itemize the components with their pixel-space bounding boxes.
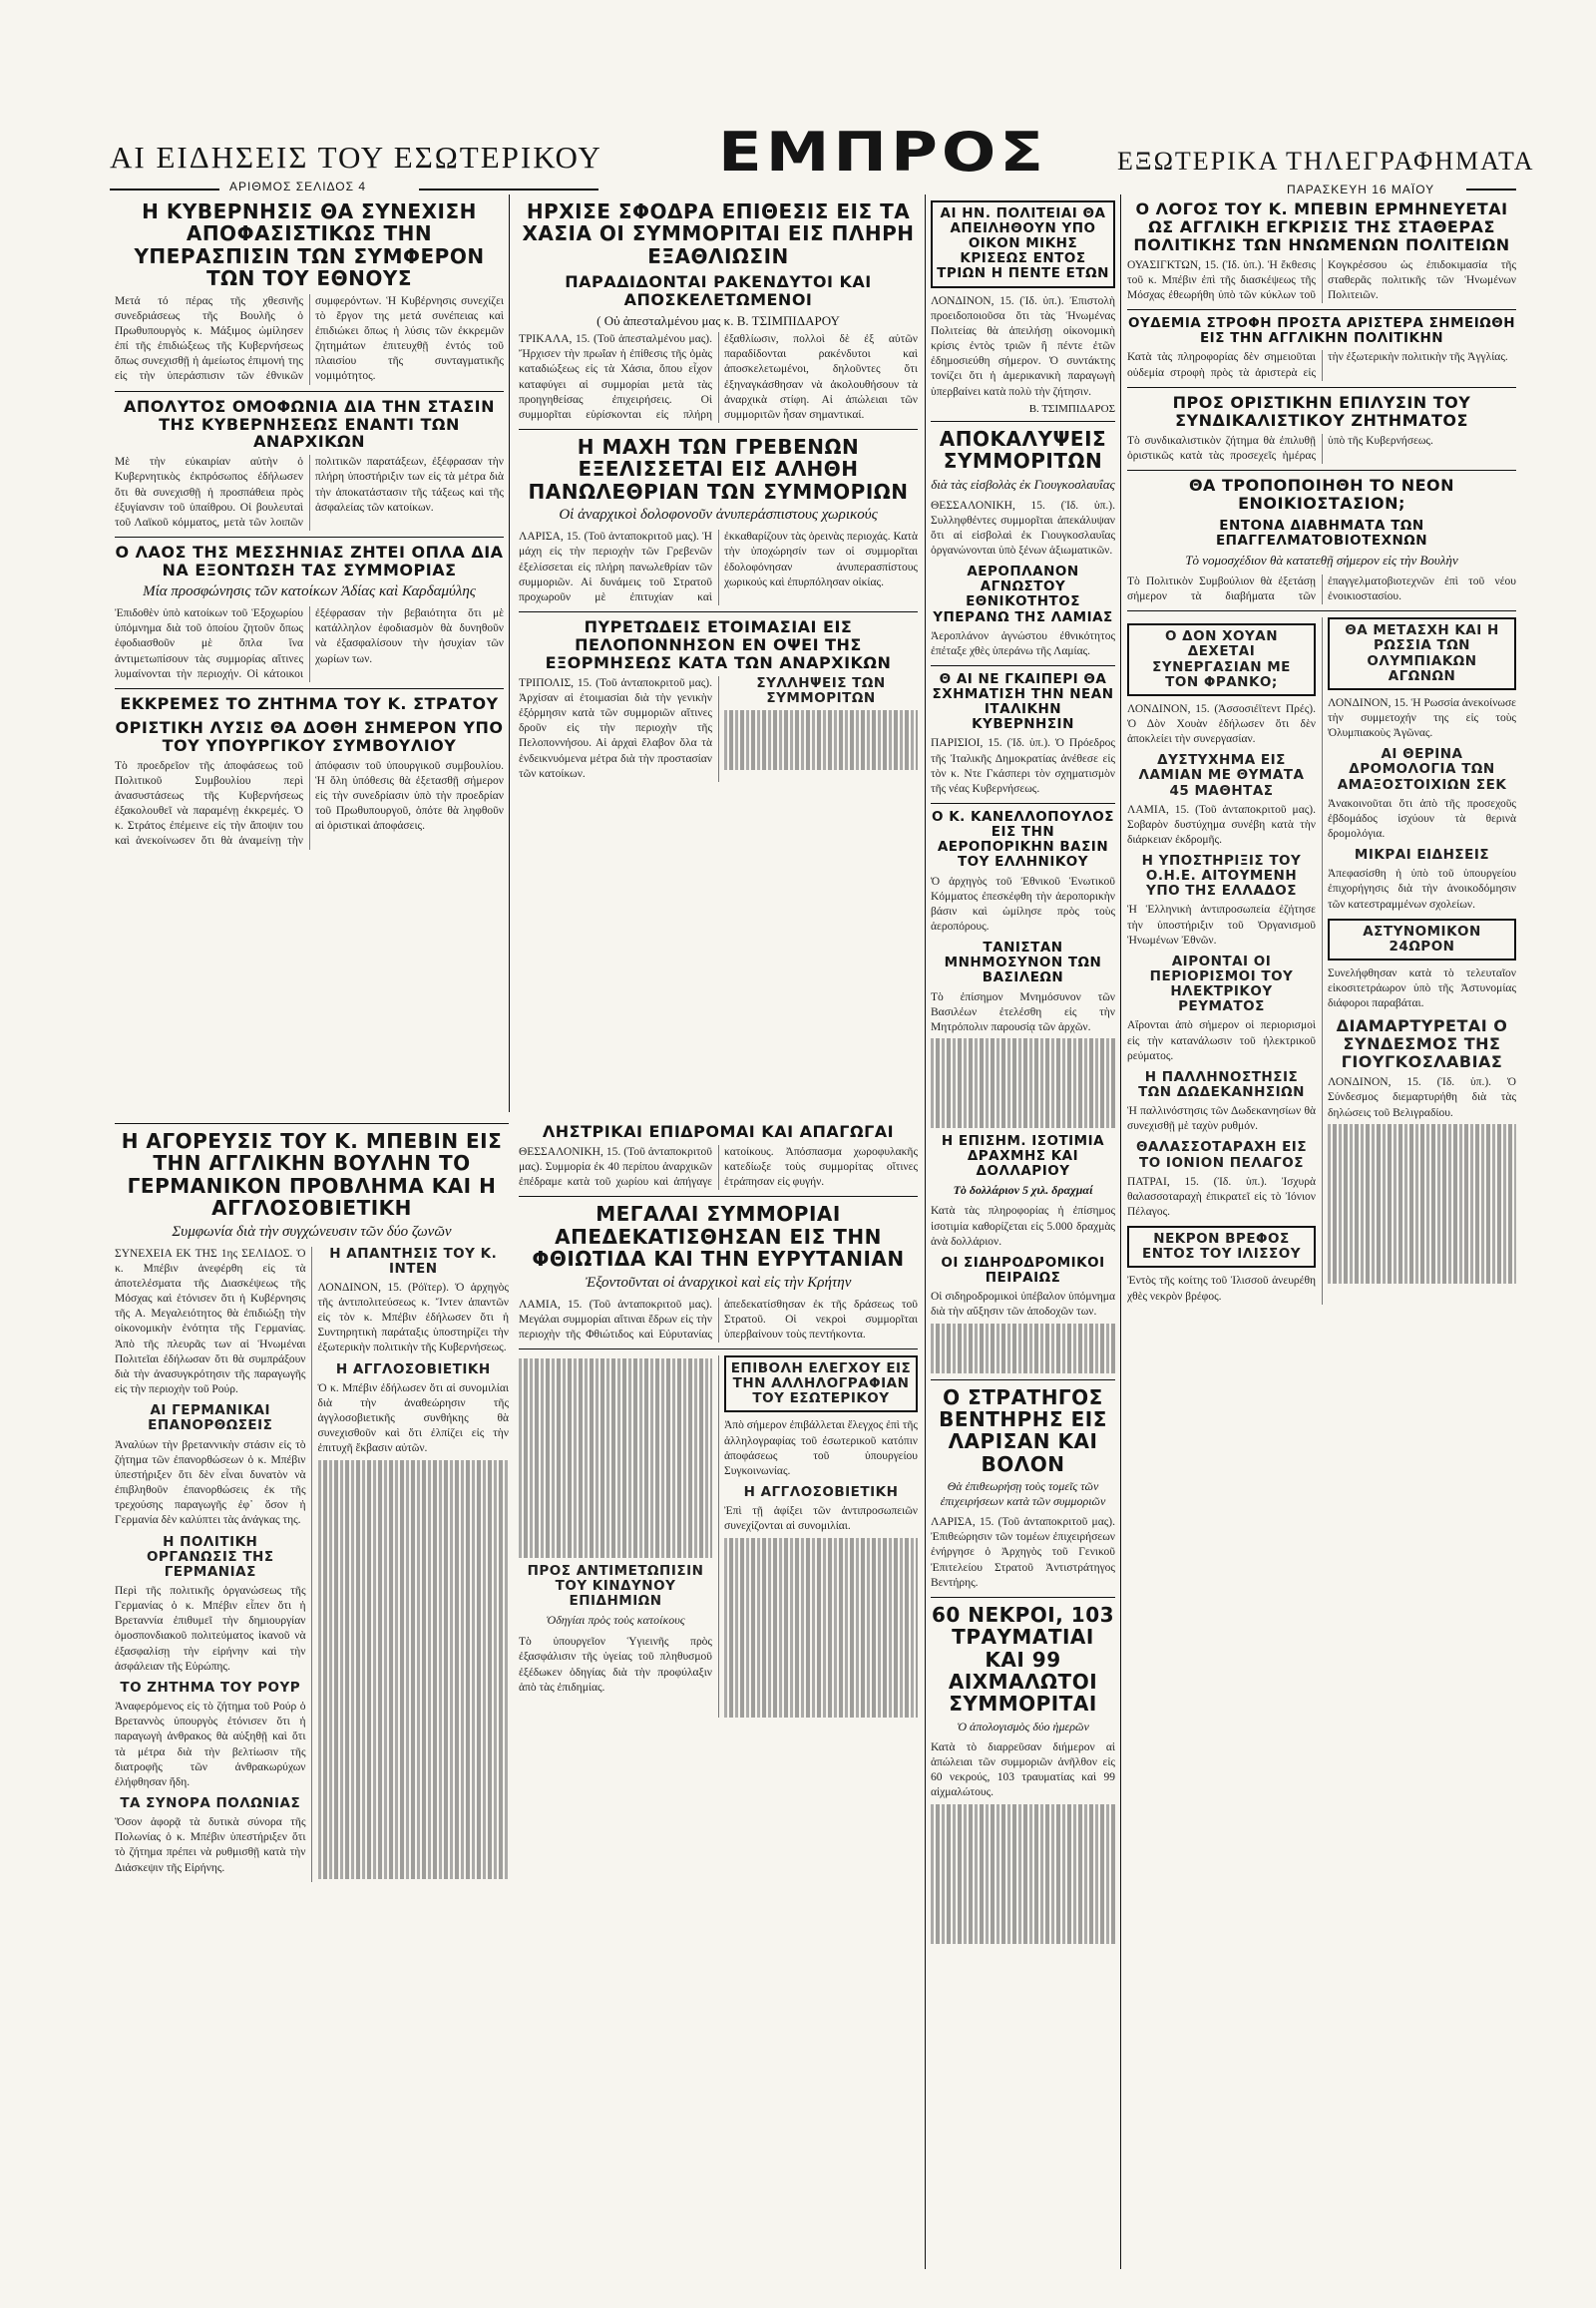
headline-cabinet-decision: ΟΡΙΣΤΙΚΗ ΛΥΣΙΣ ΘΑ ΔΟΘΗ ΣΗΜΕΡΟΝ ΥΠΟ ΤΟΥ ΥΠΟΥΡΓΙΚΟΥ ΣΥΜΒΟΥΛΙΟΥ: [115, 717, 504, 755]
headline-ionian-storm: ΘΑΛΑΣΣΟΤΑΡΑΧΗ ΕΙΣ ΤΟ ΙΟΝΙΟΝ ΠΕΛΑΓΟΣ: [1135, 1139, 1308, 1171]
column-rule-3: [1120, 194, 1121, 2269]
headline-chasia-attack: ΗΡΧΙΣΕ ΣΦΟΔΡΑ ΕΠΙΘΕΣΙΣ ΕΙΣ ΤΑ ΧΑΣΙΑ ΟΙ ΣΥΜΜΟΡΙΤΑΙ ΕΙΣ ΠΛΗΡΗ ΕΞΑΘΛΙΩΣΙΝ: [522, 199, 915, 268]
text-filler: [318, 1460, 510, 1879]
article-stratos: Τὸ προεδρεῖον τῆς ἀποφάσεως τοῦ Πολιτικοῦ Συμβουλίου περὶ ἀνασυστάσεως τῆς Κυβερνήσεως ἐξακολουθεῖ νὰ παραμένῃ ἐκκρεμές. Ὁ κ. Στράτος ἐπέμεινε εἰς τὴν ἄποψιν του καὶ ἀνεκοίνωσεν ὅτι θὰ ἀναμείνῃ τὴν ἀπόφασιν τοῦ ὑπουργικοῦ συμβουλίου. Ἡ ὅλη ὑπόθεσις θὰ ἐξετασθῇ σήμερον εἰς τὴν συνεδρίασιν ὑπὸ τὴν προεδρίαν τοῦ Πρωθυπουργοῦ, ὁπότε θὰ ληφθοῦν αἱ ὁριστικαὶ ἀποφάσεις.: [115, 759, 504, 848]
separator: [931, 803, 1115, 804]
separator: [519, 429, 918, 430]
headline-aircraft: ΑΕΡΟΠΛΑΝΟΝ ΑΓΝΩΣΤΟΥ ΕΘΝΙΚΟΤΗΤΟΣ ΥΠΕΡΑΝΩ ΤΗΣ ΛΑΜΙΑΣ: [933, 564, 1113, 625]
separator: [115, 688, 504, 689]
article-no-left-turn: Κατὰ τὰς πληροφορίας δὲν σημειοῦται οὐδεμία στροφὴ πρὸς τὰ ἀριστερὰ εἰς τὴν ἐξωτερικὴν πολιτικὴν τῆς Ἀγγλίας.: [1127, 351, 1508, 379]
separator: [519, 1196, 918, 1197]
article-yugoslav-protest: ΛΟΝΔΙΝΟΝ, 15. (Ἰδ. ὑπ.). Ὁ Σύνδεσμος διεμαρτυρήθη διὰ τὰς δηλώσεις τοῦ Βελιγραδίου.: [1328, 1076, 1516, 1119]
headline-rent-control: ΘΑ ΤΡΟΠΟΠΟΙΗΘΗ ΤΟ ΝΕΟΝ ΕΝΟΙΚΙΟΣΤΑΣΙΟΝ;: [1188, 475, 1455, 513]
headline-raids: ΛΗΣΤΡΙΚΑΙ ΕΠΙΔΡΟΜΑΙ ΚΑΙ ΑΠΑΓΩΓΑΙ: [542, 1122, 895, 1141]
headline-train-schedules: ΑΙ ΘΕΡΙΝΑ ΔΡΟΜΟΛΟΓΙΑ ΤΩΝ ΑΜΑΞΟΣΤΟΙΧΙΩΝ ΣΕΚ: [1337, 746, 1507, 793]
text-filler: [519, 1358, 712, 1558]
masthead: [0, 0, 1596, 196]
headline-drachma: Η ΕΠΙΣΗΜ. ΙΣΟΤΙΜΙΑ ΔΡΑΧΜΗΣ ΚΑΙ ΔΟΛΛΑΡΙΟΥ: [941, 1133, 1105, 1180]
article-us-crisis: ΛΟΝΔΙΝΟΝ, 15. (Ἰδ. ὑπ.). Ἐπιστολὴ προειδοποιοῦσα ὅτι τὰς Ἡνωμένας Πολιτείας θὰ ἀπειλήσῃ οἰκονομικὴ κρίσις ἐντὸς τριῶν ἢ πέντε ἐτῶν ἐδημοσιεύθη σήμερον. Ὁ συντάκτης τονίζει ὅτι ἡ ἀμερικανικὴ παραγωγὴ ὑπερβαίνει κατὰ πολὺ τὴν ζήτησιν.: [931, 294, 1115, 398]
article-bevin-interpretation: ΟΥΑΣΙΓΚΤΩΝ, 15. (Ἰδ. ὑπ.). Ἡ ἔκθεσις τοῦ κ. Μπέβιν ἐπὶ τῆς διασκέψεως τῆς Μόσχας ἐθεωρήθη ὑπὸ τῶν κύκλων τοῦ Κογκρέσσου ὡς ἐπιδοκιμασία τῆς σταθερᾶς πολιτικῆς τῶν Ἡνωμένων Πολιτειῶν.: [1127, 258, 1516, 302]
headline-don-juan: Ο ΔΟΝ ΧΟΥΑΝ ΔΕΧΕΤΑΙ ΣΥΝΕΡΓΑΣΙΑΝ ΜΕ ΤΟΝ ΦΡΑΝΚΟ;: [1127, 623, 1316, 695]
headline-casualties: 60 ΝΕΚΡΟΙ, 103 ΤΡΑΥΜΑΤΙΑΙ ΚΑΙ 99 ΑΙΧΜΑΛΩΤΟΙ ΣΥΜΜΟΡΙΤΑΙ: [931, 1602, 1115, 1717]
subhead-arrests: ΣΥΛΛΗΨΕΙΣ ΤΩΝ ΣΥΜΜΟΡΙΤΩΝ: [756, 674, 886, 706]
subheadline-ventiris: Θὰ ἐπιθεωρήσῃ τοὺς τομεῖς τῶν ἐπιχειρήσεων κατὰ τῶν συμμοριῶν: [940, 1479, 1106, 1509]
article-casualties: Κατὰ τὸ διαρρεῦσαν διήμερον αἱ ἀπώλειαι τῶν συμμοριῶν ἀνῆλθον εἰς 60 νεκρούς, 103 τραυματίας καὶ 99 αἰχμαλώτους.: [931, 1740, 1115, 1799]
headline-union-issue: ΠΡΟΣ ΟΡΙΣΤΙΚΗΝ ΕΠΙΛΥΣΙΝ ΤΟΥ ΣΥΝΔΙΚΑΛΙΣΤΙΚΟΥ ΖΗΤΗΜΑΤΟΣ: [1172, 392, 1471, 430]
separator: [1127, 387, 1516, 388]
separator: [1127, 309, 1516, 310]
article-russia-olympics: ΛΟΝΔΙΝΟΝ, 15. Ἡ Ρωσσία ἀνεκοίνωσε τὴν συμμετοχήν της εἰς τοὺς Ὀλυμπιακοὺς Ἀγῶνας.: [1328, 696, 1516, 740]
separator: [931, 1597, 1115, 1598]
separator: [115, 1123, 509, 1124]
subheadline-crete: Ἐξοντοῦνται οἱ ἀναρχικοὶ καὶ εἰς τὴν Κρήτην: [585, 1274, 852, 1291]
headline-dodecanese: Η ΠΑΛΛΗΝΟΣΤΗΣΙΣ ΤΩΝ ΔΩΔΕΚΑΝΗΣΙΩΝ: [1138, 1068, 1305, 1101]
article-rent-control: Τὸ Πολιτικὸν Συμβούλιον θὰ ἐξετάσῃ σήμερον τὰ διαβήματα τῶν ἐπαγγελματοβιοτεχνῶν ἐπὶ τοῦ νέου ἐνοικιοστασίου.: [1127, 575, 1516, 603]
column-rule-1: [509, 194, 510, 1112]
article-memorial: Τὸ ἐπίσημον Μνημόσυνον τῶν Βασιλέων ἐτελέσθη εἰς τὴν Μητρόπολιν παρουσίᾳ τῶν ἀρχῶν.: [931, 990, 1115, 1033]
column-briefs: [931, 194, 1115, 2269]
article-dead-infant: Ἐντὸς τῆς κοίτης τοῦ Ἰλισσοῦ ἀνευρέθη χθὲς νεκρὸν βρέφος.: [1127, 1275, 1316, 1303]
subhead-reparations: ΑΙ ΓΕΡΜΑΝΙΚΑΙ ΕΠΑΝΟΡΘΩΣΕΙΣ: [148, 1402, 273, 1434]
byline-correspondent: ( Οὐ ἀπεσταλμένου μας κ. Β. ΤΣΙΜΠΙΔΑΡΟΥ: [597, 312, 840, 328]
headline-lamia-accident: ΔΥΣΤΥΧΗΜΑ ΕΙΣ ΛΑΜΙΑΝ ΜΕ ΘΥΜΑΤΑ 45 ΜΑΘΗΤΑΣ: [1138, 752, 1305, 799]
article-don-juan: ΛΟΝΔΙΝΟΝ, 15. (Ἀσσοσιέϊτεντ Πρές). Ὁ Δὸν Χουὰν ἐδήλωσεν ὅτι δὲν ἀποκλείει τὴν συνεργασίαν.: [1127, 702, 1316, 746]
subheadline-revelations: διὰ τὰς εἰσβολὰς ἐκ Γιουγκοσλαυΐας: [931, 476, 1115, 492]
subheadline-grevena: Οἱ ἀναρχικοὶ δολοφονοῦν ἀνυπεράσπιστους χωρικούς: [559, 507, 878, 524]
headline-surrender: ΠΑΡΑΔΙΔΟΝΤΑΙ ΡΑΚΕΝΔΥΤΟΙ ΚΑΙ ΑΠΟΣΚΕΛΕΤΩΜΕΝΟΙ: [565, 272, 872, 310]
text-filler: [724, 710, 918, 770]
subheadline-instructions: Ὁδηγίαι πρὸς τοὺς κατοίκους: [546, 1613, 685, 1628]
headline-epidemics: ΠΡΟΣ ΑΝΤΙΜΕΤΩΠΙΣΙΝ ΤΟΥ ΚΙΝΔΥΝΟΥ ΕΠΙΔΗΜΙΩΝ: [527, 1563, 704, 1610]
column-foreign-telegrams: [1127, 194, 1516, 2269]
separator: [519, 1348, 918, 1349]
page-number: ΑΡΙΘΜΟΣ ΣΕΛΙΔΟΣ 4: [229, 180, 367, 193]
headline-unanimity: ΑΠΟΛΥΤΟΣ ΟΜΟΦΩΝΙΑ ΔΙΑ ΤΗΝ ΣΤΑΣΙΝ ΤΗΣ ΚΥΒΕΡΝΗΣΕΩΣ ΕΝΑΝΤΙ ΤΩΝ ΑΝΑΡΧΙΚΩΝ: [123, 396, 496, 452]
masthead-rule-right: [1466, 189, 1516, 191]
foreign-briefs: [1127, 617, 1516, 1304]
article-peloponnese: [519, 676, 918, 782]
section-title-left: ΑΙ ΕΙΔΗΣΕΙΣ ΤΟΥ ΕΣΩΤΕΡΙΚΟΥ: [110, 140, 602, 175]
article-short-news: Ἀπεφασίσθη ἡ ὑπὸ τοῦ ὑπουργείου ἐπιχορήγησις διὰ τὴν ἀνοικοδόμησιν τῶν κατεστραμμένων σχολείων.: [1328, 868, 1516, 911]
article-unanimity: Μὲ τὴν εὐκαιρίαν αὐτὴν ὁ Κυβερνητικὸς ἐκπρόσωπος ἐδήλωσεν ὅτι θὰ συνεχισθῇ ἡ προσπάθεια πρὸς ἐξυγίανσιν τοῦ ὑπαίθρου. Οἱ βουλευταὶ τοῦ Λαϊκοῦ κόμματος, μετὰ τῶν λοιπῶν πολιτικῶν παρατάξεων, ἐξέφρασαν τὴν πλήρη ὑποστήριξιν των εἰς τὰ μέτρα διὰ τὴν ἀποκατάστασιν τῆς τάξεως καὶ τῆς ἀσφαλείας τῶν κατοίκων.: [115, 456, 504, 529]
headline-messinia: Ο ΛΑΟΣ ΤΗΣ ΜΕΣΣΗΝΙΑΣ ΖΗΤΕΙ ΟΠΛΑ ΔΙΑ ΝΑ ΕΞΟΝΤΩΣΗ ΤΑΣ ΣΥΜΜΟΡΙΑΣ: [115, 543, 504, 580]
headline-peloponnese: ΠΥΡΕΤΩΔΕΙΣ ΕΤΟΙΜΑΣΙΑΙ ΕΙΣ ΠΕΛΟΠΟΝΝΗΣΟΝ ΕΝ ΟΨΕΙ ΤΗΣ ΕΞΟΡΜΗΣΕΩΣ ΚΑΤΑ ΤΩΝ ΑΝΑΡΧΙΚΩΝ: [545, 617, 892, 672]
headline-railwaymen: ΟΙ ΣΙΔΗΡΟΔΡΟΜΙΚΟΙ ΠΕΙΡΑΙΩΣ: [941, 1254, 1105, 1287]
article-anglo-soviet-2: Ἐπὶ τῇ ἀφίξει τῶν ἀντιπροσωπειῶν συνεχίζονται αἱ συνομιλίαι.: [724, 1505, 918, 1533]
subheadline-bill: Τὸ νομοσχέδιον θὰ κατατεθῇ σήμερον εἰς τὴν Βουλὴν: [1185, 552, 1458, 568]
article-mail-control: Ἀπὸ σήμερον ἐπιβάλλεται ἔλεγχος ἐπὶ τῆς ἀλληλογραφίας τοῦ ἐσωτερικοῦ κατόπιν ἀποφάσεως τοῦ ὑπουργείου Συγκοινωνίας.: [724, 1419, 918, 1477]
bevin-ruhr: Ἀναφερόμενος εἰς τὸ ζήτημα τοῦ Ρούρ ὁ Βρεταννὸς ὑπουργὸς ἐτόνισεν ὅτι ἡ παραγωγὴ ἀνθρακος θὰ αὐξηθῇ καὶ ὅτι τὰ μέτρα διὰ τὴν βελτίωσιν τῆς διατροφῆς τῶν ἀνθρακωρύχων ἐλήφθησαν ἤδη.: [115, 1701, 306, 1788]
article-epidemics: Τὸ ὑπουργεῖον Ὑγιεινῆς πρὸς ἐξασφάλισιν τῆς ὑγείας τοῦ πληθυσμοῦ ἐξέδωκεν ὁδηγίας διὰ τὴν προφύλαξιν ἀπὸ τὰς ἐπιδημίας.: [519, 1636, 712, 1694]
headline-police-24h: ΑΣΤΥΝΟΜΙΚΟΝ 24ΩΡΟΝ: [1328, 919, 1516, 961]
separator: [115, 391, 504, 392]
subheadline-messinia: Μία προσφώνησις τῶν κατοίκων Ἀδίας καὶ Καρδαμύλης: [143, 582, 476, 599]
subhead-eden: Η ΑΠΑΝΤΗΣΙΣ ΤΟΥ Κ. ΙΝΤΕΝ: [329, 1245, 498, 1277]
separator: [931, 1379, 1115, 1380]
article-train-schedules: Ἀνακοινοῦται ὅτι ἀπὸ τῆς προσεχοῦς ἐβδομάδος ἰσχύουν τὰ θερινὰ δρομολόγια.: [1328, 797, 1516, 840]
article-dodecanese: Ἡ παλλινόστησις τῶν Δωδεκανησίων θὰ συνεχισθῇ μὲ ταχὺν ρυθμόν.: [1127, 1105, 1316, 1133]
bevin-organisation: Περὶ τῆς πολιτικῆς ὀργανώσεως τῆς Γερμανίας ὁ κ. Μπέβιν εἶπεν ὅτι ἡ Βρεταννία ἐπιθυμεῖ τὴν δημιουργίαν ὁμοσπονδιακοῦ πολιτεύματος ἱκανοῦ νὰ ἐξασφαλίσῃ τὴν εἰρήνην καὶ τὴν ἀσφάλειαν τῆς Εὐρώπης.: [115, 1584, 306, 1673]
headline-no-left-turn: ΟΥΔΕΜΙΑ ΣΤΡΟΦΗ ΠΡΟΣΤΑ ΑΡΙΣΤΕΡΑ ΣΗΜΕΙΩΘΗ ΕΙΣ ΤΗΝ ΑΓΓΛΙΚΗΝ ΠΟΛΙΤΙΚΗΝ: [1127, 315, 1516, 347]
separator: [115, 537, 504, 538]
headline-bevin: Η ΑΓΟΡΕΥΣΙΣ ΤΟΥ Κ. ΜΠΕΒΙΝ ΕΙΣ ΤΗΝ ΑΓΓΛΙΚΗΝ ΒΟΥΛΗΝ ΤΟ ΓΕΡΜΑΝΙΚΟΝ ΠΡΟΒΛΗΜΑ ΚΑΙ Η ΑΓΓΛΟΣΟΒΙΕΤΙΚΗ: [121, 1129, 503, 1221]
article-raids: ΘΕΣΣΑΛΟΝΙΚΗ, 15. (Τοῦ ἀνταποκριτοῦ μας). Συμμορία ἐκ 40 περίπου ἀναρχικῶν ἐπέδραμε κατὰ τοῦ χωρίου καὶ ἀπήγαγε κατοίκους. Ἀπόσπασμα χωροφυλακῆς κατεδίωξε τοὺς συμμορίτας οἵτινες ἐτράπησαν εἰς φυγήν.: [519, 1145, 918, 1189]
headline-yugoslav-protest: ΔΙΑΜΑΡΤΥΡΕΤΑΙ Ο ΣΥΝΔΕΣΜΟΣ ΤΗΣ ΓΙΟΥΓΚΟΣΛΑΒΙΑΣ: [1336, 1016, 1508, 1072]
article-grevena: ΛΑΡΙΣΑ, 15. (Τοῦ ἀνταποκριτοῦ μας). Ἡ μάχη εἰς τὴν περιοχὴν τῶν Γρεβενῶν ἐξελίσσεται εἰς πλήρη πανωλεθρίαν τῶν συμμοριῶν. Αἱ δυνάμεις τοῦ Στρατοῦ προχωροῦν μὲ ἐπιτυχίαν καὶ ἐκκαθαρίζουν τὰς ὀρεινὰς περιοχάς. Κατὰ τὴν ὑποχώρησίν των οἱ συμμορῖται ἐδολοφόνησαν ἀνυπερασπίστους χωρικούς καὶ ἐπυρπόλησαν οἰκίας.: [519, 531, 918, 603]
text-filler: [1328, 1124, 1516, 1284]
separator: [1127, 470, 1516, 471]
headline-uno-support: Η ΥΠΟΣΤΗΡΙΞΙΣ ΤΟΥ Ο.Η.Ε. ΑΙΤΟΥΜΕΝΗ ΥΠΟ ΤΗΣ ΕΛΛΑΔΟΣ: [1141, 853, 1302, 900]
subheadline-bevin: Συμφωνία διὰ τὴν συγχώνευσιν τῶν δύο ζωνῶν: [172, 1223, 452, 1240]
section-title-right: ΕΞΩΤΕΡΙΚΑ ΤΗΛΕΓΡΑΦΗΜΑΤΑ: [1117, 147, 1535, 176]
column-operations: [519, 194, 918, 1112]
article-phthiotis: ΛΑΜΙΑ, 15. (Τοῦ ἀνταποκριτοῦ μας). Μεγάλαι συμμορίαι αἵτιναι ἔδρων εἰς τὴν περιοχὴν τῆς Φθιώτιδος καὶ Εὐρυτανίας ἀπεδεκατίσθησαν ἐκ τῆς δράσεως τοῦ Στρατοῦ. Οἱ νεκροὶ συμμορῖται ὑπερβαίνουν τοὺς πεντήκοντα.: [519, 1298, 918, 1341]
headline-stratos: ΕΚΚΡΕΜΕΣ ΤΟ ΖΗΤΗΜΑ ΤΟΥ Κ. ΣΤΡΑΤΟΥ: [120, 693, 499, 713]
headline-anglo-soviet-2: Η ΑΓΓΛΟΣΟΒΙΕΤΙΚΗ: [743, 1484, 899, 1501]
bevin-intro: ΣΥΝΕΧΕΙΑ ΕΚ ΤΗΣ 1ης ΣΕΛΙΔΟΣ. Ὁ κ. Μπέβιν ἀνεφέρθη εἰς τὰ ἀποτελέσματα τῆς Διασκέψεως τῆς Μόσχας καὶ ἐτόνισεν ὅτι ἡ Κυβέρνησις τῆς Α. Μεγαλειότητος θὰ ἐπιδιώξῃ τὴν οἰκονομικὴν ἑνότητα τῆς Γερμανίας. Ἀπὸ τῆς πλευρᾶς των αἱ Ἡνωμέναι Πολιτεῖαι ἐδήλωσαν ὅτι θὰ συμπράξουν διὰ τὴν ἀνασυγκρότησιν τῆς παραγωγῆς εἰς τὴν περιοχὴν τοῦ Ρούρ.: [115, 1247, 306, 1396]
subhead-anglo-soviet: Η ΑΓΓΛΟΣΟΒΙΕΤΙΚΗ: [335, 1360, 491, 1377]
headline-government: Η ΚΥΒΕΡΝΗΣΙΣ ΘΑ ΣΥΝΕΧΙΣΗ ΑΠΟΦΑΣΙΣΤΙΚΩΣ ΤΗΝ ΥΠΕΡΑΣΠΙΣΙΝ ΤΩΝ ΣΥΜΦΕΡΟΝ ΤΩΝ ΤΟΥ ΕΘΝΟΥΣ: [134, 199, 485, 291]
headline-kanellopoulos: Ο Κ. ΚΑΝΕΛΛΟΠΟΥΛΟΣ ΕΙΣ ΤΗΝ ΑΕΡΟΠΟΡΙΚΗΝ ΒΑΣΙΝ ΤΟΥ ΕΛΛΗΝΙΚΟΥ: [932, 809, 1114, 871]
text-filler: [931, 1324, 1115, 1373]
text-filler: [931, 1804, 1115, 1944]
separator: [519, 611, 918, 612]
subheadline-dollar: Τὸ δολλάριον 5 χιλ. δραχμαί: [953, 1183, 1093, 1198]
headline-electricity: ΑΙΡΟΝΤΑΙ ΟΙ ΠΕΡΙΟΡΙΣΜΟΙ ΤΟΥ ΗΛΕΚΤΡΙΚΟΥ ΡΕΥΜΑΤΟΣ: [1149, 953, 1294, 1015]
bevin-eden: ΛΟΝΔΙΝΟΝ, 15. (Ρόϊτερ). Ὁ ἀρχηγὸς τῆς ἀντιπολιτεύσεως κ. Ἴντεν ἀπαντῶν εἰς τὸν κ. Μπέβιν ἐδήλωσεν ὅτι ἡ Συντηρητικὴ παράταξις ὑποστηρίζει τὴν ἐξωτερικὴν πολιτικὴν τῆς Κυβερνήσεως.: [317, 1281, 509, 1354]
article-drachma: Κατὰ τὰς πληροφορίας ἡ ἐπίσημος ἰσοτιμία καθορίζεται εἰς 5.000 δραχμὰς ἀνὰ δολλάριον.: [931, 1205, 1115, 1248]
bevin-poland: Ὅσον ἀφορᾷ τὰ δυτικὰ σύνορα τῆς Πολωνίας ὁ κ. Μπέβιν ὑπεστήριξεν ὅτι τὸ ζήτημα πρέπει νὰ ρυθμισθῇ κατὰ τὴν Διάσκεψιν τῆς Εἰρήνης.: [115, 1816, 306, 1874]
headline-memorial: ΤΑΝΙΣΤΑΝ ΜΝΗΜΟΣΥΝΟΝ ΤΩΝ ΒΑΣΙΛΕΩΝ: [944, 940, 1102, 986]
article-uno-support: Ἡ Ἑλληνικὴ ἀντιπροσωπεία ἐζήτησε τὴν ὑποστήριξιν τοῦ Ὀργανισμοῦ Ἡνωμένων Ἐθνῶν.: [1127, 904, 1316, 947]
article-lamia-accident: ΛΑΜΙΑ, 15. (Τοῦ ἀνταποκριτοῦ μας). Σοβαρὸν δυστύχημα συνέβη κατὰ τὴν διάρκειαν ἐκδρομῆς.: [1127, 803, 1316, 846]
article-ionian-storm: ΠΑΤΡΑΙ, 15. (Ἰδ. ὑπ.). Ἰσχυρὰ θαλασσοταραχὴ ἐπικρατεῖ εἰς τὸ Ἰόνιον Πέλαγος.: [1127, 1175, 1316, 1219]
article-railwaymen: Οἱ σιδηροδρομικοὶ ὑπέβαλον ὑπόμνημα διὰ τὴν αὔξησιν τῶν ἀποδοχῶν των.: [931, 1291, 1115, 1319]
headline-revelations: ΑΠΟΚΑΛΥΨΕΙΣ ΣΥΜΜΟΡΙΤΩΝ: [939, 426, 1107, 474]
subheadline-two-days: Ὁ ἀπολογισμὸς δύο ἡμερῶν: [957, 1719, 1089, 1733]
article-kanellopoulos: Ὁ ἀρχηγὸς τοῦ Ἐθνικοῦ Ἑνωτικοῦ Κόμματος ἐπεσκέφθη τὴν ἀεροπορικὴν βάσιν καὶ ὡμίλησε πρὸς τοὺς ἀεροπόρους.: [931, 875, 1115, 934]
column-rule-2: [925, 194, 926, 2269]
headline-short-news: ΜΙΚΡΑΙ ΕΙΔΗΣΕΙΣ: [1354, 847, 1490, 864]
article-messinia: Ἐπιδοθὲν ὑπὸ κατοίκων τοῦ Ἑξοχωρίου ὑπόμνημα διὰ τοῦ ὁποίου ζητοῦν ὅπως ἐφοδιασθοῦν μὲ ὅπλα ἵνα ἀντιμετωπίσουν τὰς συμμορίας αἵτινες λυμαίνονται τὴν περιοχήν. Οἱ κάτοικοι ἐξέφρασαν τὴν βεβαιότητα ὅτι μὲ κατάλληλον ἐφοδιασμὸν θὰ δυνηθοῦν νὰ ἐξασφαλίσουν τὴν ἡσυχίαν τῶν χωρίων των.: [115, 606, 504, 680]
article-police-24h: Συνελήφθησαν κατὰ τὸ τελευταῖον εἰκοσιτετράωρον ὑπὸ τῆς Ἀστυνομίας διάφοροι παραβάται.: [1328, 966, 1516, 1010]
separator: [931, 421, 1115, 422]
headline-russia-olympics: ΘΑ ΜΕΤΑΣΧΗ ΚΑΙ Η ΡΩΣΣΙΑ ΤΩΝ ΟΛΥΜΠΙΑΚΩΝ ΑΓΩΝΩΝ: [1328, 617, 1516, 689]
column-domestic-politics: [115, 194, 504, 1112]
headline-de-gasperi: Θ ΑΙ ΝΕ ΓΚΑΙΠΕΡΙ ΘΑ ΣΧΗΜΑΤΙΣΗ ΤΗΝ ΝΕΑΝ ΙΤΑΛΙΚΗΝ ΚΥΒΕΡΝΗΣΙΝ: [932, 671, 1114, 733]
text-filler: [724, 1538, 918, 1718]
article-chasia: ΤΡΙΚΑΛΑ, 15. (Τοῦ ἀπεσταλμένου μας). Ἤρχισεν τὴν πρωΐαν ἡ ἐπίθεσις τῆς ὁμὰς καταδιώξεως εἰς τὰ Χάσια, ὅπου εἶχον καταφύγει αἱ συμμορίαι μετὰ τὰς προηγηθείσας ἐπιχειρήσεις. Οἱ συμμορῖται εὑρίσκονται εἰς πλήρη ἐξαθλίωσιν, πολλοὶ δὲ ἐξ αὐτῶν παραδίδονται ρακένδυτοι καὶ ἀποσκελετωμένοι, δηλοῦντες ὅτι ἐξηναγκάσθησαν νὰ ἀκολουθήσουν τὰ ἀναρχικὰ στίφη. Αἱ ἀπώλειαι τῶν συμμοριτῶν ἦσαν σημαντικαί.: [519, 332, 918, 421]
byline-tsimpidaros: Β. ΤΣΙΜΠΙΔΑΡΟΣ: [1028, 402, 1115, 415]
headline-dead-infant: ΝΕΚΡΟΝ ΒΡΕΦΟΣ ΕΝΤΟΣ ΤΟΥ ΙΛΙΣΣΟΥ: [1127, 1226, 1316, 1268]
peloponnese-body: ΤΡΙΠΟΛΙΣ, 15. (Τοῦ ἀνταποκριτοῦ μας). Ἀρχίσαν αἱ ἐτοιμασίαι διὰ τὴν γενικὴν ἐξόρμησιν κατὰ τῶν συμμοριῶν αἵτινες δροῦν εἰς τὴν περιοχὴν τῆς Πελοποννήσου. Αἱ ἀρχαὶ ἔλαβον ὅλα τὰ ἐνδεικνυόμενα μέτρα διὰ τὴν προστασίαν τῶν κατοίκων.: [519, 676, 712, 780]
masthead-rule-left-2: [419, 189, 598, 191]
headline-phthiotis: ΜΕΓΑΛΑΙ ΣΥΜΜΟΡΙΑΙ ΑΠΕΔΕΚΑΤΙΣΘΗΣΑΝ ΕΙΣ ΤΗΝ ΦΘΙΩΤΙΔΑ ΚΑΙ ΤΗΝ ΕΥΡΥΤΑΝΙΑΝ: [532, 1202, 905, 1272]
separator: [931, 665, 1115, 666]
article-government: Μετά τό πέρας τῆς χθεσινῆς συνεδριάσεως τῆς Βουλῆς ὁ Πρωθυπουργὸς κ. Μάξιμος ὡμίλησεν ἐπί τῆς ἐπιδιώξεως τῆς Κυβερνήσεως ὅπως συνεχισθῇ ἡ ἀμείωτος ἐπιμονή της εἰς τὴν ὑπεράσπισιν τῶν ἐθνικῶν συμφερόντων. Ἡ Κυβέρνησις συνεχίζει τὸ ἔργον της μετά συνέπειας καὶ ἐπιδιώκει ὅπως ἡ λύσις τῶν ἐκκρεμῶν ζητημάτων ἐπιτευχθῇ ἐντός τοῦ πλαισίου τῆς συνταγματικῆς νομιμότητος.: [115, 294, 504, 383]
article-revelations: ΘΕΣΣΑΛΟΝΙΚΗ, 15. (Ἰδ. ὑπ.). Συλληφθέντες συμμορῖται ἀπεκάλυψαν ὅτι αἱ εἰσβολαὶ ἐκ Γιουγκοσλαυΐας ὀργανώνονται ὑπὸ ξένων ἀξιωματικῶν.: [931, 499, 1115, 558]
issue-date: ΠΑΡΑΣΚΕΥΗ 16 ΜΑΪΟΥ: [1287, 183, 1435, 196]
column-operations-lower: [519, 1117, 918, 2274]
bevin-reparations: Ἀναλύων τὴν βρεταννικὴν στάσιν εἰς τὸ ζήτημα τῶν ἐπανορθώσεων ὁ κ. Μπέβιν ὑπεστήριξεν ὅτι δὲν εἶναι δυνατὸν νὰ ἐπιβληθοῦν ἐπανορθώσεις ἐκ τῆς τρεχούσης παραγωγῆς ἐφ᾽ ὅσον ἡ Γερμανία δὲν καλύπτει τὰς ἀνάγκας της.: [115, 1438, 306, 1527]
bevin-anglo-soviet: Ὁ κ. Μπέβιν ἐδήλωσεν ὅτι αἱ συνομιλίαι διὰ τὴν ἀναθεώρησιν τῆς ἀγγλοσοβιετικῆς συνθήκης θὰ συνεχισθοῦν καὶ ὅτι ἐλπίζει εἰς τὴν ἐπιτυχῆ ἔκβασιν αὐτῶν.: [317, 1381, 509, 1455]
subhead-ruhr: ΤΟ ΖΗΤΗΜΑ ΤΟΥ ΡΟΥΡ: [120, 1679, 301, 1696]
separator: [1127, 610, 1516, 611]
newspaper-logo: ΕΜΠΡΟΣ: [718, 121, 1047, 185]
article-de-gasperi: ΠΑΡΙΣΙΟΙ, 15. (Ἰδ. ὑπ.). Ὁ Πρόεδρος τῆς Ἰταλικῆς Δημοκρατίας ἀνέθεσε εἰς τὸν κ. Ντε Γκάσπερι τὸν σχηματισμὸν τῆς νέας Κυβερνήσεως.: [931, 737, 1115, 795]
article-bevin-body: [115, 1247, 509, 1882]
headline-us-crisis: ΑΙ ΗΝ. ΠΟΛΙΤΕΙΑΙ ΘΑ ΑΠΕΙΛΗΘΟΥΝ ΥΠΟ ΟΙΚΟΝ ΜΙΚΗΣ ΚΡΙΣΕΩΣ ΕΝΤΟΣ ΤΡΙΩΝ Η ΠΕΝΤΕ ΕΤΩΝ: [931, 200, 1115, 288]
article-electricity: Αἴρονται ἀπὸ σήμερον οἱ περιορισμοὶ εἰς τὴν κατανάλωσιν τοῦ ἠλεκτρικοῦ ρεύματος.: [1127, 1019, 1316, 1062]
headline-grevena-battle: Η ΜΑΧΗ ΤΩΝ ΓΡΕΒΕΝΩΝ ΕΞΕΛΙΣΣΕΤΑΙ ΕΙΣ ΑΛΗΘΗ ΠΑΝΩΛΕΘΡΙΑΝ ΤΩΝ ΣΥΜΜΟΡΙΩΝ: [528, 435, 909, 504]
masthead-rule-left: [110, 189, 219, 191]
text-filler: [931, 1038, 1115, 1128]
article-aircraft: Ἀεροπλάνον ἀγνώστου ἐθνικότητος ἐπέταξε χθὲς ὑπεράνω τῆς Λαμίας.: [931, 629, 1115, 657]
headline-ventiris: Ο ΣΤΡΑΤΗΓΟΣ ΒΕΝΤΗΡΗΣ ΕΙΣ ΛΑΡΙΣΑΝ ΚΑΙ ΒΟΛΟΝ: [939, 1384, 1107, 1476]
subhead-poland: ΤΑ ΣΥΝΟΡΑ ΠΟΛΩΝΙΑΣ: [120, 1795, 301, 1812]
lower-briefs: [519, 1355, 918, 1717]
subhead-organisation: Η ΠΟΛΙΤΙΚΗ ΟΡΓΑΝΩΣΙΣ ΤΗΣ ΓΕΡΜΑΝΙΑΣ: [146, 1533, 274, 1580]
headline-bevin-interpretation: Ο ΛΟΓΟΣ ΤΟΥ Κ. ΜΠΕΒΙΝ ΕΡΜΗΝΕΥΕΤΑΙ ΩΣ ΑΓΓΛΙΚΗ ΕΓΚΡΙΣΙΣ ΤΗΣ ΣΤΑΘΕΡΑΣ ΠΟΛΙΤΙΚΗΣ ΤΩΝ ΗΝΩΜΕΝΩΝ ΠΟΛΙΤΕΙΩΝ: [1133, 199, 1510, 254]
article-union-issue: Τὸ συνδικαλιστικὸν ζήτημα θὰ ἐπιλυθῇ ὁριστικῶς κατὰ τὰς προσεχεῖς ἡμέρας ὑπὸ τῆς Κυβερνήσεως.: [1127, 434, 1433, 462]
headline-craftsmen: ΕΝΤΟΝΑ ΔΙΑΒΗΜΑΤΑ ΤΩΝ ΕΠΑΓΓΕΛΜΑΤΟΒΙΟΤΕΧΝΩΝ: [1215, 517, 1428, 549]
article-bevin-speech: [115, 1117, 509, 2274]
headline-mail-control: ΕΠΙΒΟΛΗ ΕΛΕΓΧΟΥ ΕΙΣ ΤΗΝ ΑΛΛΗΛΟΓΡΑΦΙΑΝ ΤΟΥ ΕΣΩΤΕΡΙΚΟΥ: [724, 1355, 918, 1412]
article-ventiris: ΛΑΡΙΣΑ, 15. (Τοῦ ἀνταποκριτοῦ μας). Ἐπιθεώρησιν τῶν τομέων ἐπιχειρήσεων ἐνήργησε ὁ Ἀρχηγὸς τοῦ Γενικοῦ Ἐπιτελείου Στρατοῦ Ἀντιστράτηγος Βεντήρης.: [931, 1516, 1115, 1589]
